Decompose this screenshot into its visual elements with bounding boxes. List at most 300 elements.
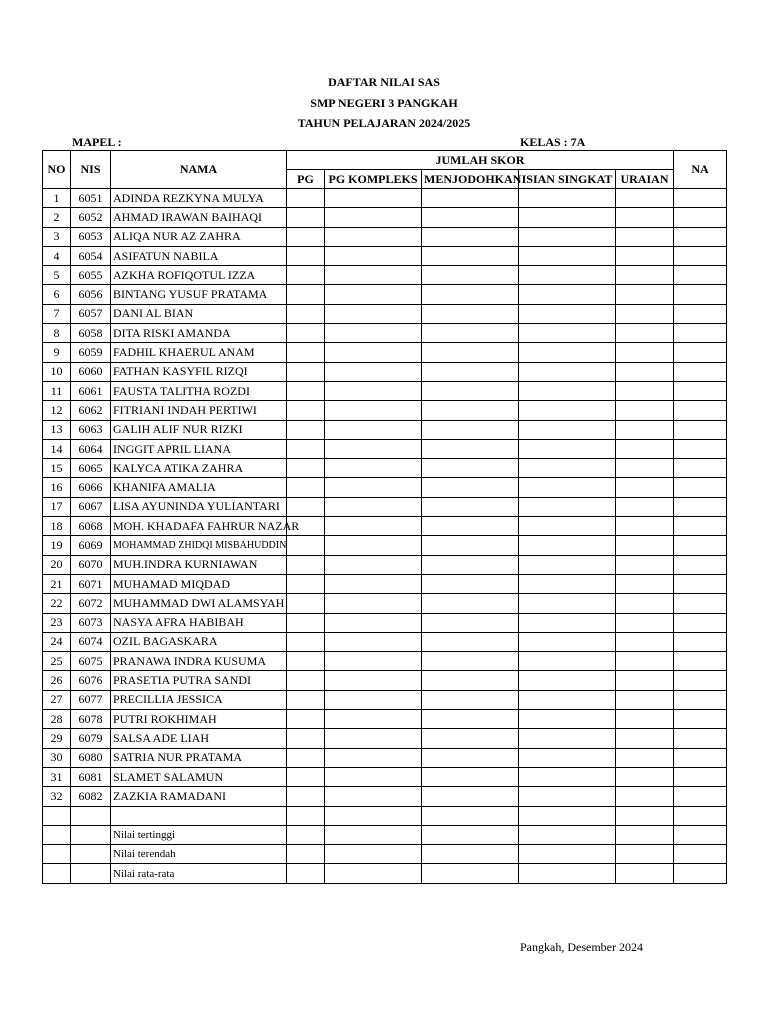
score-cell[interactable] bbox=[674, 208, 727, 227]
table-row-rata-rata bbox=[43, 864, 727, 883]
score-cell[interactable] bbox=[519, 729, 616, 748]
student-name: OZIL BAGASKARA bbox=[111, 632, 287, 651]
student-name: BINTANG YUSUF PRATAMA bbox=[111, 285, 287, 304]
score-cell[interactable] bbox=[422, 864, 519, 883]
score-cell[interactable] bbox=[287, 613, 325, 632]
score-cell[interactable] bbox=[422, 459, 519, 478]
score-cell[interactable] bbox=[422, 497, 519, 516]
score-cell[interactable] bbox=[616, 864, 674, 883]
score-cell[interactable] bbox=[674, 517, 727, 536]
score-cell[interactable] bbox=[616, 652, 674, 671]
table-row bbox=[43, 497, 727, 516]
score-cell[interactable] bbox=[674, 710, 727, 729]
score-cell[interactable] bbox=[616, 748, 674, 767]
score-cell[interactable] bbox=[674, 632, 727, 651]
score-cell[interactable] bbox=[674, 671, 727, 690]
col-header-isian-singkat: ISIAN SINGKAT bbox=[519, 170, 616, 189]
score-cell[interactable] bbox=[287, 710, 325, 729]
student-nis: 6056 bbox=[71, 285, 111, 304]
student-nis: 6066 bbox=[71, 478, 111, 497]
score-cell[interactable] bbox=[325, 864, 422, 883]
student-name: ADINDA REZKYNA MULYA bbox=[111, 189, 287, 208]
score-cell[interactable] bbox=[325, 613, 422, 632]
score-cell[interactable] bbox=[616, 574, 674, 593]
row-number: 15 bbox=[43, 459, 71, 478]
row-number: 10 bbox=[43, 362, 71, 381]
row-number: 17 bbox=[43, 497, 71, 516]
score-cell[interactable] bbox=[325, 710, 422, 729]
score-cell[interactable] bbox=[325, 594, 422, 613]
student-nis: 6064 bbox=[71, 439, 111, 458]
score-cell[interactable] bbox=[422, 304, 519, 323]
score-cell[interactable] bbox=[325, 478, 422, 497]
score-cell[interactable] bbox=[519, 266, 616, 285]
score-cell[interactable] bbox=[674, 864, 727, 883]
score-cell[interactable] bbox=[422, 787, 519, 806]
score-cell[interactable] bbox=[325, 401, 422, 420]
score-cell[interactable] bbox=[422, 381, 519, 400]
student-nis: 6054 bbox=[71, 246, 111, 265]
score-cell[interactable] bbox=[422, 536, 519, 555]
score-cell[interactable] bbox=[325, 439, 422, 458]
table-row bbox=[43, 787, 727, 806]
score-cell[interactable] bbox=[287, 189, 325, 208]
score-cell[interactable] bbox=[325, 362, 422, 381]
table-row bbox=[43, 285, 727, 304]
score-cell[interactable] bbox=[674, 420, 727, 439]
student-nis: 6060 bbox=[71, 362, 111, 381]
score-cell[interactable] bbox=[422, 613, 519, 632]
score-cell[interactable] bbox=[616, 845, 674, 864]
score-cell[interactable] bbox=[287, 864, 325, 883]
score-cell[interactable] bbox=[287, 478, 325, 497]
score-cell[interactable] bbox=[287, 285, 325, 304]
score-cell[interactable] bbox=[616, 266, 674, 285]
score-cell[interactable] bbox=[287, 381, 325, 400]
score-cell[interactable] bbox=[325, 189, 422, 208]
score-cell[interactable] bbox=[616, 401, 674, 420]
score-cell[interactable] bbox=[616, 324, 674, 343]
score-cell[interactable] bbox=[674, 536, 727, 555]
score-cell[interactable] bbox=[674, 767, 727, 786]
score-cell[interactable] bbox=[616, 478, 674, 497]
score-cell[interactable] bbox=[674, 478, 727, 497]
score-cell[interactable] bbox=[519, 864, 616, 883]
table-row bbox=[43, 652, 727, 671]
score-cell[interactable] bbox=[616, 555, 674, 574]
score-cell[interactable] bbox=[422, 420, 519, 439]
score-cell[interactable] bbox=[616, 497, 674, 516]
score-cell[interactable] bbox=[616, 825, 674, 844]
score-cell[interactable] bbox=[519, 652, 616, 671]
score-cell[interactable] bbox=[422, 362, 519, 381]
student-nis: 6062 bbox=[71, 401, 111, 420]
score-cell[interactable] bbox=[674, 497, 727, 516]
table-row bbox=[43, 362, 727, 381]
score-cell[interactable] bbox=[287, 652, 325, 671]
student-nis: 6075 bbox=[71, 652, 111, 671]
score-cell[interactable] bbox=[519, 767, 616, 786]
score-cell[interactable] bbox=[674, 748, 727, 767]
score-cell[interactable] bbox=[616, 613, 674, 632]
score-cell[interactable] bbox=[325, 459, 422, 478]
row-number: 7 bbox=[43, 304, 71, 323]
score-cell[interactable] bbox=[519, 671, 616, 690]
table-row bbox=[43, 324, 727, 343]
score-cell[interactable] bbox=[325, 246, 422, 265]
score-cell[interactable] bbox=[422, 632, 519, 651]
row-number: 28 bbox=[43, 710, 71, 729]
score-cell[interactable] bbox=[616, 729, 674, 748]
score-cell[interactable] bbox=[616, 420, 674, 439]
col-header-nama: NAMA bbox=[111, 151, 287, 189]
score-cell[interactable] bbox=[519, 401, 616, 420]
score-cell[interactable] bbox=[674, 574, 727, 593]
score-cell[interactable] bbox=[519, 362, 616, 381]
student-name: ASIFATUN NABILA bbox=[111, 246, 287, 265]
score-cell[interactable] bbox=[422, 594, 519, 613]
score-cell[interactable] bbox=[616, 594, 674, 613]
score-cell[interactable] bbox=[616, 787, 674, 806]
table-row bbox=[43, 555, 727, 574]
score-cell[interactable] bbox=[616, 208, 674, 227]
score-cell[interactable] bbox=[674, 362, 727, 381]
score-cell[interactable] bbox=[519, 825, 616, 844]
score-cell[interactable] bbox=[519, 439, 616, 458]
score-cell[interactable] bbox=[519, 478, 616, 497]
table-row bbox=[43, 343, 727, 362]
student-nis: 6069 bbox=[71, 536, 111, 555]
score-cell[interactable] bbox=[422, 246, 519, 265]
score-cell[interactable] bbox=[674, 652, 727, 671]
score-cell[interactable] bbox=[325, 324, 422, 343]
score-cell[interactable] bbox=[325, 381, 422, 400]
score-cell[interactable] bbox=[674, 459, 727, 478]
score-cell[interactable] bbox=[519, 748, 616, 767]
student-name: LISA AYUNINDA YULIANTARI bbox=[111, 497, 287, 516]
score-cell[interactable] bbox=[422, 189, 519, 208]
row-number: 27 bbox=[43, 690, 71, 709]
row-number: 32 bbox=[43, 787, 71, 806]
score-cell[interactable] bbox=[519, 632, 616, 651]
student-rows bbox=[43, 189, 727, 807]
score-cell[interactable] bbox=[674, 690, 727, 709]
score-cell[interactable] bbox=[519, 420, 616, 439]
score-cell[interactable] bbox=[287, 246, 325, 265]
score-cell[interactable] bbox=[287, 845, 325, 864]
score-cell[interactable] bbox=[422, 285, 519, 304]
score-cell[interactable] bbox=[519, 710, 616, 729]
score-cell[interactable] bbox=[674, 787, 727, 806]
student-name: FAUSTA TALITHA ROZDI bbox=[111, 381, 287, 400]
score-cell[interactable] bbox=[325, 555, 422, 574]
score-cell[interactable] bbox=[674, 304, 727, 323]
document-title: DAFTAR NILAI SAS bbox=[328, 75, 440, 89]
score-cell[interactable] bbox=[422, 767, 519, 786]
score-cell[interactable] bbox=[519, 594, 616, 613]
student-nis: 6051 bbox=[71, 189, 111, 208]
student-name: SLAMET SALAMUN bbox=[111, 767, 287, 786]
score-cell[interactable] bbox=[422, 478, 519, 497]
grade-table bbox=[42, 150, 727, 884]
col-header-menjodohkan: MENJODOHKAN bbox=[422, 170, 519, 189]
table-row bbox=[43, 189, 727, 208]
score-cell[interactable] bbox=[422, 517, 519, 536]
student-name: DANI AL BIAN bbox=[111, 304, 287, 323]
score-cell[interactable] bbox=[674, 729, 727, 748]
score-cell[interactable] bbox=[674, 594, 727, 613]
score-cell[interactable] bbox=[287, 208, 325, 227]
student-name: SALSA ADE LIAH bbox=[111, 729, 287, 748]
score-cell[interactable] bbox=[674, 401, 727, 420]
score-cell[interactable] bbox=[519, 517, 616, 536]
score-cell[interactable] bbox=[325, 208, 422, 227]
score-cell[interactable] bbox=[674, 825, 727, 844]
student-name: FATHAN KASYFIL RIZQI bbox=[111, 362, 287, 381]
score-cell[interactable] bbox=[616, 710, 674, 729]
row-number: 6 bbox=[43, 285, 71, 304]
score-cell[interactable] bbox=[616, 285, 674, 304]
row-number: 2 bbox=[43, 208, 71, 227]
score-cell[interactable] bbox=[674, 227, 727, 246]
score-cell[interactable] bbox=[325, 652, 422, 671]
score-cell[interactable] bbox=[674, 845, 727, 864]
score-cell[interactable] bbox=[422, 343, 519, 362]
score-cell[interactable] bbox=[422, 208, 519, 227]
score-cell[interactable] bbox=[422, 266, 519, 285]
score-cell[interactable] bbox=[616, 459, 674, 478]
score-cell[interactable] bbox=[287, 825, 325, 844]
score-cell[interactable] bbox=[287, 362, 325, 381]
score-cell[interactable] bbox=[674, 613, 727, 632]
score-cell[interactable] bbox=[422, 825, 519, 844]
table-row-tertinggi bbox=[43, 825, 727, 844]
student-name: MUHAMAD MIQDAD bbox=[111, 574, 287, 593]
score-cell[interactable] bbox=[422, 690, 519, 709]
score-cell[interactable] bbox=[287, 574, 325, 593]
score-cell[interactable] bbox=[287, 536, 325, 555]
score-cell[interactable] bbox=[287, 594, 325, 613]
student-name: PRASETIA PUTRA SANDI bbox=[111, 671, 287, 690]
score-cell[interactable] bbox=[287, 227, 325, 246]
score-cell[interactable] bbox=[422, 710, 519, 729]
score-cell[interactable] bbox=[616, 517, 674, 536]
score-cell[interactable] bbox=[422, 671, 519, 690]
score-cell[interactable] bbox=[422, 439, 519, 458]
score-cell[interactable] bbox=[287, 266, 325, 285]
score-cell[interactable] bbox=[287, 767, 325, 786]
score-cell[interactable] bbox=[674, 343, 727, 362]
score-cell[interactable] bbox=[616, 767, 674, 786]
score-cell[interactable] bbox=[674, 189, 727, 208]
score-cell[interactable] bbox=[616, 536, 674, 555]
student-nis: 6079 bbox=[71, 729, 111, 748]
score-cell[interactable] bbox=[616, 439, 674, 458]
student-nis: 6058 bbox=[71, 324, 111, 343]
score-cell[interactable] bbox=[422, 324, 519, 343]
score-cell[interactable] bbox=[674, 806, 727, 825]
score-cell[interactable] bbox=[616, 632, 674, 651]
student-name: DITA RISKI AMANDA bbox=[111, 324, 287, 343]
table-row bbox=[43, 420, 727, 439]
student-name: MOH. KHADAFA FAHRUR NAZAR bbox=[111, 517, 287, 536]
score-cell[interactable] bbox=[287, 632, 325, 651]
score-cell[interactable] bbox=[519, 845, 616, 864]
table-row bbox=[43, 690, 727, 709]
score-cell[interactable] bbox=[325, 517, 422, 536]
score-cell[interactable] bbox=[325, 536, 422, 555]
col-header-nis: NIS bbox=[71, 151, 111, 189]
score-cell[interactable] bbox=[422, 729, 519, 748]
score-cell[interactable] bbox=[422, 748, 519, 767]
signature-place-date: Pangkah, Desember 2024 bbox=[520, 940, 643, 954]
score-cell[interactable] bbox=[325, 285, 422, 304]
score-cell[interactable] bbox=[616, 806, 674, 825]
score-cell[interactable] bbox=[422, 806, 519, 825]
score-cell[interactable] bbox=[422, 845, 519, 864]
score-cell[interactable] bbox=[287, 806, 325, 825]
score-cell[interactable] bbox=[325, 845, 422, 864]
score-cell[interactable] bbox=[519, 227, 616, 246]
score-cell[interactable] bbox=[519, 381, 616, 400]
score-cell[interactable] bbox=[325, 671, 422, 690]
school-name: SMP NEGERI 3 PANGKAH bbox=[310, 96, 458, 110]
score-cell[interactable] bbox=[616, 671, 674, 690]
score-cell[interactable] bbox=[519, 690, 616, 709]
score-cell[interactable] bbox=[616, 189, 674, 208]
kelas-label: KELAS : 7A bbox=[520, 135, 586, 149]
student-nis: 6072 bbox=[71, 594, 111, 613]
score-cell[interactable] bbox=[325, 825, 422, 844]
score-cell[interactable] bbox=[519, 613, 616, 632]
student-nis: 6065 bbox=[71, 459, 111, 478]
score-cell[interactable] bbox=[519, 574, 616, 593]
score-cell[interactable] bbox=[616, 304, 674, 323]
table-row bbox=[43, 729, 727, 748]
score-cell[interactable] bbox=[519, 246, 616, 265]
table-row bbox=[43, 748, 727, 767]
student-nis: 6082 bbox=[71, 787, 111, 806]
table-row-blank bbox=[43, 806, 727, 825]
table-row bbox=[43, 227, 727, 246]
table-row bbox=[43, 246, 727, 265]
student-name: KALYCA ATIKA ZAHRA bbox=[111, 459, 287, 478]
score-cell[interactable] bbox=[519, 189, 616, 208]
score-cell[interactable] bbox=[325, 497, 422, 516]
score-cell[interactable] bbox=[287, 555, 325, 574]
score-cell[interactable] bbox=[325, 227, 422, 246]
score-cell[interactable] bbox=[325, 343, 422, 362]
score-cell[interactable] bbox=[519, 285, 616, 304]
student-name: PUTRI ROKHIMAH bbox=[111, 710, 287, 729]
score-cell[interactable] bbox=[519, 536, 616, 555]
score-cell[interactable] bbox=[674, 381, 727, 400]
score-cell[interactable] bbox=[287, 787, 325, 806]
academic-year: TAHUN PELAJARAN 2024/2025 bbox=[297, 116, 471, 130]
score-cell[interactable] bbox=[325, 304, 422, 323]
score-cell[interactable] bbox=[287, 748, 325, 767]
score-cell[interactable] bbox=[287, 439, 325, 458]
student-nis: 6074 bbox=[71, 632, 111, 651]
summary-label-tertinggi: Nilai tertinggi bbox=[111, 825, 287, 844]
score-cell[interactable] bbox=[325, 690, 422, 709]
score-cell[interactable] bbox=[616, 246, 674, 265]
score-cell[interactable] bbox=[325, 266, 422, 285]
student-name: ALIQA NUR AZ ZAHRA bbox=[111, 227, 287, 246]
score-cell[interactable] bbox=[519, 304, 616, 323]
score-cell[interactable] bbox=[674, 266, 727, 285]
score-cell[interactable] bbox=[287, 343, 325, 362]
score-cell[interactable] bbox=[325, 748, 422, 767]
table-row bbox=[43, 439, 727, 458]
score-cell[interactable] bbox=[325, 632, 422, 651]
score-cell[interactable] bbox=[325, 729, 422, 748]
score-cell[interactable] bbox=[287, 690, 325, 709]
student-name: SATRIA NUR PRATAMA bbox=[111, 748, 287, 767]
score-cell[interactable] bbox=[287, 459, 325, 478]
score-cell[interactable] bbox=[674, 439, 727, 458]
score-cell[interactable] bbox=[674, 324, 727, 343]
score-cell[interactable] bbox=[287, 420, 325, 439]
score-cell[interactable] bbox=[519, 208, 616, 227]
score-cell[interactable] bbox=[287, 729, 325, 748]
student-name: FITRIANI INDAH PERTIWI bbox=[111, 401, 287, 420]
score-cell[interactable] bbox=[519, 343, 616, 362]
score-cell[interactable] bbox=[325, 787, 422, 806]
score-cell[interactable] bbox=[674, 285, 727, 304]
score-cell[interactable] bbox=[519, 497, 616, 516]
score-cell[interactable] bbox=[325, 767, 422, 786]
score-cell[interactable] bbox=[287, 497, 325, 516]
student-nis: 6076 bbox=[71, 671, 111, 690]
score-cell[interactable] bbox=[674, 555, 727, 574]
score-cell[interactable] bbox=[616, 343, 674, 362]
score-cell[interactable] bbox=[422, 401, 519, 420]
score-cell[interactable] bbox=[616, 690, 674, 709]
score-cell[interactable] bbox=[287, 304, 325, 323]
score-cell[interactable] bbox=[422, 227, 519, 246]
row-number: 13 bbox=[43, 420, 71, 439]
score-cell[interactable] bbox=[519, 787, 616, 806]
score-cell[interactable] bbox=[519, 324, 616, 343]
row-number: 16 bbox=[43, 478, 71, 497]
score-cell[interactable] bbox=[287, 324, 325, 343]
score-cell[interactable] bbox=[519, 806, 616, 825]
score-cell[interactable] bbox=[325, 806, 422, 825]
student-nis: 6068 bbox=[71, 517, 111, 536]
table-row bbox=[43, 304, 727, 323]
student-nis: 6070 bbox=[71, 555, 111, 574]
row-number: 25 bbox=[43, 652, 71, 671]
score-cell[interactable] bbox=[422, 574, 519, 593]
score-cell[interactable] bbox=[674, 246, 727, 265]
score-cell[interactable] bbox=[287, 401, 325, 420]
score-cell[interactable] bbox=[325, 574, 422, 593]
table-row bbox=[43, 671, 727, 690]
score-cell[interactable] bbox=[519, 459, 616, 478]
score-cell[interactable] bbox=[287, 671, 325, 690]
score-cell[interactable] bbox=[519, 555, 616, 574]
row-number: 30 bbox=[43, 748, 71, 767]
score-cell[interactable] bbox=[616, 381, 674, 400]
score-cell[interactable] bbox=[616, 227, 674, 246]
score-cell[interactable] bbox=[422, 555, 519, 574]
student-nis: 6061 bbox=[71, 381, 111, 400]
score-cell[interactable] bbox=[422, 652, 519, 671]
score-cell[interactable] bbox=[325, 420, 422, 439]
student-name: MUHAMMAD DWI ALAMSYAH bbox=[111, 594, 287, 613]
score-cell[interactable] bbox=[616, 362, 674, 381]
